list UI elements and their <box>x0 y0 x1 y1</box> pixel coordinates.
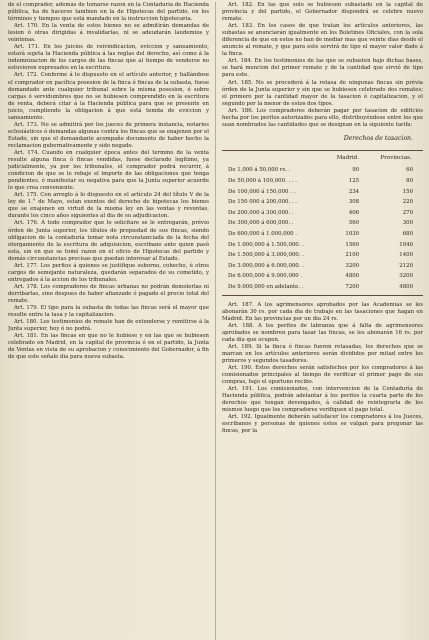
article-paragraph: Art. 180. Los testimonios de remate han de extenderse y remitirse á la Junta superior, hoy ó no podrá. <box>8 319 209 333</box>
tariff-provincias-cell: 220 <box>402 199 413 206</box>
tariff-row <box>222 240 423 251</box>
tariff-provincias-cell: 270 <box>402 209 413 216</box>
tariff-range-cell: De 600,000 á 1.000,000 . <box>228 231 298 237</box>
article-paragraph: Art. 184. En los testimonios de las que se subasten bajo dichas bases, se hará mencion del primer remate y de la cantidad que sirvió de tipo para este. <box>222 58 423 79</box>
article-paragraph: Art. 179. El tipo para la subasta de todas las fincas será el mayor que resulte entre la tasa y la capitalizacion. <box>8 305 209 319</box>
tariff-provincias-cell: 60 <box>406 167 413 174</box>
tariff-row <box>222 218 423 229</box>
article-paragraph: Art. 183. En los casos de que tratan los artículos anteriores, las subastas se anunciarán igualmente en los Boletines Oficiales, con la sola diferencia de que en estos no han de mediar mas que veinte dias desde el anuncio al remate, y que para este servirá de tipo el mayor valor dado á la finca. <box>222 23 423 58</box>
right-column <box>222 2 423 640</box>
tariff-row <box>222 261 423 272</box>
tariff-header-range <box>222 152 327 166</box>
tariff-range-cell: De 150 000 á 200,000. . . <box>228 199 298 206</box>
tariff-provincias-cell: 300 <box>402 220 413 227</box>
article-paragraph: Art. 187. A los agrimensores aprobados por las Academias se les abonarán 30 rs. por cada dia de trabajo en las tasaciones que hagan en Madrid. En las provincias por un dia 24 rs. <box>222 301 423 322</box>
table-top-rule <box>222 150 423 151</box>
tariff-provincias-cell: 680 <box>402 231 413 237</box>
tariff-header-row <box>222 152 423 166</box>
tariff-range-cell: De 1.500,000 á 3.000,000. . <box>228 252 304 259</box>
tariff-madrid-cell: 90 <box>352 167 360 174</box>
article-paragraph: Art. 188. A los peritos de labranza que á falta de agrimensores aprobados se nombren para tasar las fincas, se les abonarán 16 rs. por cada dia que ocupen. <box>222 322 423 343</box>
article-paragraph: de el comprador, además de tomarse razon en la Contaduría de Hacienda pública, ha de hacerse tambien en la de Hipotecas del partido, en los términos y tiempos que está mandado en la instruccion hipotecaria. <box>8 2 209 23</box>
tariff-header-provincias: Provincias. <box>380 154 412 161</box>
tariff-madrid-cell: 2100 <box>345 252 360 259</box>
table-bottom-rule <box>222 295 423 296</box>
article-paragraph: Art. 172. Conforme á lo dispuesto en el artículo anterior, y hallándose el comprador en pacífica posesion de la finca ó fincas de la subasta, fuese demandado ante cualquier tribunal sobre la misma posesion, ó sobre cargas ó servidumbres que no se hubiesen comprendido en la escritura de venta, deberá citar á la Hacienda pública para que se presente en juicio, cumpliendo la obligacion á que está tenida de eviccion y saneamiento. <box>8 72 209 121</box>
article-paragraph: Art. 192. Igualmente deberán satisfacer los compradores á los Jueces, escribanos y personas de quienes estos se valgan para pregonar las fincas, por la <box>222 414 423 435</box>
tariff-madrid-cell: 406 <box>348 209 360 216</box>
tariff-range-cell: De 50,000 á 100,000. . . . <box>228 178 298 185</box>
tariff-row <box>222 271 423 282</box>
tariff-madrid-cell: 4800 <box>345 273 360 280</box>
article-paragraph: Art. 171. En los juicios de reivindicacion, eviccion y saneamiento, estará sujeta la Hacienda pública á las reglas del derecho, así como á la indemnizacion de los cargos de las fincas que al tiempo de venderse no estuvieren expresados en la escritura. <box>8 44 209 72</box>
tariff-range-cell: De 1.000,000 á 1.500,000. . <box>228 241 304 248</box>
article-paragraph: Art. 182. En las que solo se hubiesen subastado en la capital de provincia y del partido, el Gobernador dispondrá se celebre nuevo remate. <box>222 2 423 23</box>
article-paragraph: Art. 173. No se admitirá por los jueces de primera instancia, notarios eclesiásticos ó demandas algunas contra los fincas que se enajenen por el Estado, sin que el demandante acompañe documento de haber hecho la reclamacion gubernativamente y sido negado. <box>8 121 209 149</box>
article-paragraph: Art. 189. Si la finca ó fincas fueren retasadas, los derechos que se marcan en los artículos anteriores serán divididos por mitad entre los primeros y segundos tasadores. <box>222 343 423 364</box>
tariff-madrid-cell: 560 <box>348 220 360 227</box>
article-paragraph: Art. 186. Los compradores deberán pagar por tasacion de edificios hecha por los peritos autorizados para ello, distribuyéndose entre los que sean nombrados las cantidades que se designan en la siguiente tarifa: <box>222 107 423 128</box>
tariff-table <box>222 152 423 293</box>
tariff-range-cell: De 200,000 á 300,000. . <box>228 209 294 216</box>
tariff-row <box>222 208 423 219</box>
tariff-row <box>222 250 423 261</box>
left-column <box>8 2 216 640</box>
tariff-range-cell: De 9.000,000 en adelante. . <box>228 283 304 290</box>
tariff-madrid-cell: 1560 <box>345 241 360 248</box>
tariff-range-cell: De 6.000,000 á 9.000,000 . <box>228 273 303 280</box>
tariff-row <box>222 282 423 293</box>
tariff-row <box>222 176 423 187</box>
article-paragraph: Art. 174. Cuando en cualquier época antes del termino de la venta resulte alguna finca ó fincas vendidas, fuese declarado legítimo, ya judicialmente, ya por los tribunales, el comprador podrá recurrir, á condicion de que se le rebaje el importe de las obligaciones que tenga pendientes, ó manifestar su negativa para que la Junta superior acuerde lo que crea conveniente. <box>8 149 209 192</box>
tariff-range-cell: De 1,000 á 50,000 rs. . <box>228 167 291 174</box>
article-paragraph: Art. 191. Los comisionados, con intervencion de la Contaduría de Hacienda pública, podrán adelantar á los peritos la cuarta parte de los derechos que tengan devengados, á calidad de reintegrarla de los mismos luego que los compradores verifiquen el pago total. <box>222 386 423 414</box>
tariff-range-cell: De 3.000,000 á 6.000,000. . <box>228 262 304 269</box>
tariff-row <box>222 229 423 240</box>
article-paragraph: Art. 175. Con arreglo á lo dispuesto en el artículo 24 del título V de la ley de 1.° de Mayo, estan exentos del derecho de hipotecas los bienes que se enajenen en virtud de la misma ley en las ventas y reventas, durante los cinco años siguientes al dia de su adjudicacion. <box>8 192 209 220</box>
article-paragraph: Art. 176. A todo comprador que lo solicitare se le entregarán, prévio órden de Junta superior, los títulos de propiedad de sus fincas, siendo obligacion de la contaduría tomar nota circunstanciada de la fecha del otorgamiento de la escritura de adquisicion, escribano ante quien pasó esta, sin en que se tomó razon en el oficio de Hipotecas del partido y demás circunstancias precisas que puedan interesar al Estado. <box>8 220 209 262</box>
tariff-row <box>222 165 423 176</box>
tariff-provincias-cell: 150 <box>402 188 413 195</box>
tariff-row <box>222 187 423 198</box>
tariff-header-madrid: Madrid. <box>336 154 360 161</box>
tariff-range-cell: De 100,000 á 150,000 . . <box>228 188 296 195</box>
tariff-madrid-cell: 7200 <box>345 283 360 290</box>
tariff-provincias-cell: 80 <box>406 178 413 185</box>
tariff-provincias-cell: 2120 <box>399 262 413 269</box>
tariff-madrid-cell: 125 <box>348 178 360 185</box>
article-paragraph: Art. 178. Los compradores de fincas urbanas no podrán demolerlas ni derribarlas, sino despues de haber afianzado ó pagado el precio total del remate. <box>8 283 209 304</box>
tariff-madrid-cell: 1030 <box>345 231 360 237</box>
tariff-provincias-cell: 1040 <box>399 241 413 248</box>
tariff-provincias-cell: 3200 <box>399 273 413 280</box>
tariff-provincias-cell: 4800 <box>399 283 413 290</box>
article-paragraph: Art. 177. Los peritos á quienes se justifique soborno, cohecho, ú otros cargos de semejante naturaleza, quedarán separados de su cometido, y entregados á la accion de los tribunales. <box>8 262 209 283</box>
tariff-row <box>222 197 423 208</box>
tariff-range-cell: De 300,000 á 600,000. . <box>228 220 294 227</box>
tariff-madrid-cell: 3200 <box>345 262 360 269</box>
tariff-madrid-cell: 234 <box>348 188 360 195</box>
tariff-provincias-cell: 1400 <box>399 252 413 259</box>
article-paragraph: Art. 190. Estos derechos serán satisfechos por los compradores á las comisionados principales al tiempo de verificar el primer pago de sus compras, bajo el oportuno recibo. <box>222 364 423 386</box>
article-paragraph: Art. 170. En la venta de estos bienes no se admitirán demandas de lesion ó otras dirigidas á invalidarlas, ni se adeudarán laudemios y veintenas. <box>8 23 209 44</box>
tariff-madrid-cell: 308 <box>348 199 360 206</box>
article-paragraph: Art. 185. No se procederá á la retasa de ningunas fincas sin prévia órden de la Junta superior y sin que se hubiesen celebrado dos remates; el primero por la cantidad mayor de la tasacion ó capitalizacion, y el segundo por la menor de estos dos tipos. <box>222 79 423 107</box>
tariff-title: Derechos de tasacion. <box>343 134 413 142</box>
article-paragraph: Art. 181. En las fincas en que no le hubiese y en las que se hubiesen celebrado en Madrid, en la capital de provincia ó en el partido, la Junta de Ventas en vista de su aprobacion y conocimiento del Gobernador, á fin de que este señale dia para nueva subasta. <box>8 333 209 361</box>
